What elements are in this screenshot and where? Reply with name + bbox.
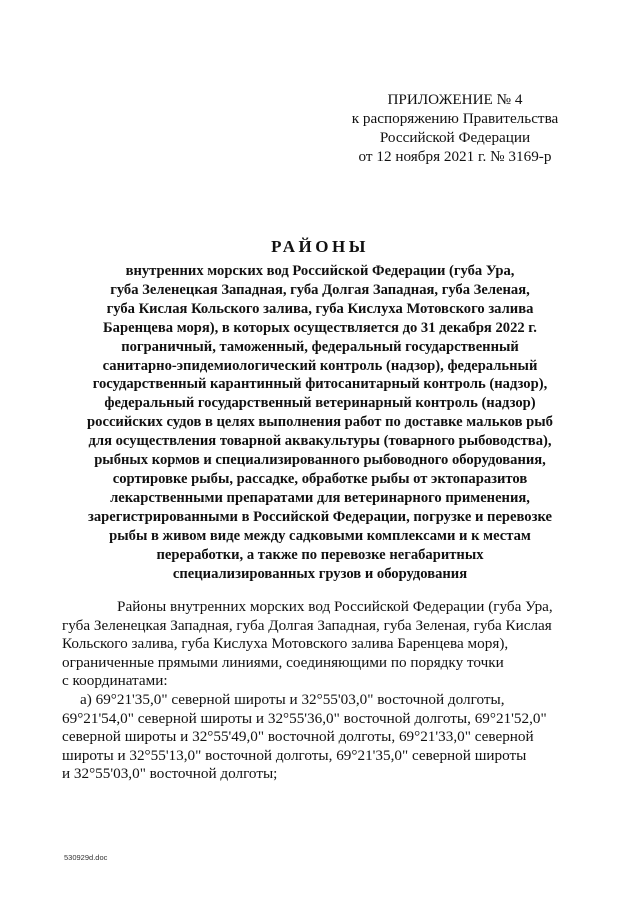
coordinates-line: и 32°55'03,0" восточной долготы;	[62, 765, 278, 783]
appendix-order-ref: к распоряжению Правительства	[351, 110, 559, 127]
body-paragraph-line: губа Зеленецкая Западная, губа Долгая Западная, губа Зеленая, губа Кислая	[62, 616, 552, 634]
document-subtitle	[60, 262, 580, 583]
subtitle-line: зарегистрированными в Российской Федерации, погрузке и перевозке	[88, 508, 552, 525]
coordinates-line: а) 69°21'35,0" северной широты и 32°55'03,0" восточной долготы,	[80, 690, 505, 708]
subtitle-line: лекарственными препаратами для ветеринарного применения,	[110, 489, 530, 506]
subtitle-line: губа Кислая Кольского залива, губа Кислуха Мотовского залива	[106, 300, 534, 317]
subtitle-line: для осуществления товарной аквакультуры (товарного рыбоводства),	[88, 433, 552, 450]
subtitle-line: федеральный государственный ветеринарный контроль (надзор)	[104, 395, 536, 412]
appendix-number: ПРИЛОЖЕНИЕ № 4	[387, 91, 523, 108]
coordinates-line: широты и 32°55'13,0" восточной долготы, 69°21'35,0" северной широты	[62, 746, 527, 764]
subtitle-line: внутренних морских вод Российской Федерации (губа Ура,	[125, 263, 515, 279]
subtitle-line: губа Зеленецкая Западная, губа Долгая Западная, губа Зеленая,	[110, 281, 530, 298]
appendix-authority: Российской Федерации	[379, 129, 531, 146]
body-paragraph-line: Кольского залива, губа Кислуха Мотовского залива Баренцева моря),	[62, 635, 509, 653]
subtitle-line: специализированных грузов и оборудования	[172, 565, 468, 582]
subtitle-line: рыбы в живом виде между садковыми комплексами и к местам	[109, 527, 531, 544]
subtitle-line: государственный карантинный фитосанитарный контроль (надзор),	[92, 376, 548, 393]
subtitle-line: санитарно-эпидемиологический контроль (надзор), федеральный	[102, 357, 538, 374]
subtitle-line: российских судов в целях выполнения работ по доставке мальков рыб	[87, 414, 553, 431]
coordinates-line: 69°21'54,0" северной широты и 32°55'36,0" восточной долготы, 69°21'52,0"	[62, 709, 547, 727]
body-paragraph-line: с координатами:	[62, 672, 168, 690]
footer-file-reference: 530929d.doc	[64, 853, 108, 862]
body-paragraph-line: ограниченные прямыми линиями, соединяющими по порядку точки	[62, 653, 504, 671]
document-body	[62, 598, 562, 784]
document-title: РАЙОНЫ	[271, 237, 369, 256]
coordinates-line: северной широты и 32°55'49,0" восточной долготы, 69°21'33,0" северной	[62, 728, 534, 746]
body-paragraph-line: Районы внутренних морских вод Российской Федерации (губа Ура,	[117, 598, 553, 615]
appendix-header	[340, 90, 570, 166]
subtitle-line: рыбных кормов и специализированного рыбоводного оборудования,	[94, 452, 546, 469]
subtitle-line: пограничный, таможенный, федеральный государственный	[121, 338, 519, 355]
subtitle-line: сортировке рыбы, рассадке, обработке рыбы от эктопаразитов	[112, 470, 528, 487]
subtitle-line: переработки, а также по перевозке негабаритных	[156, 546, 484, 563]
appendix-date: от 12 ноября 2021 г. № 3169-р	[358, 148, 552, 165]
subtitle-line: Баренцева моря), в которых осуществляется до 31 декабря 2022 г.	[103, 319, 537, 336]
